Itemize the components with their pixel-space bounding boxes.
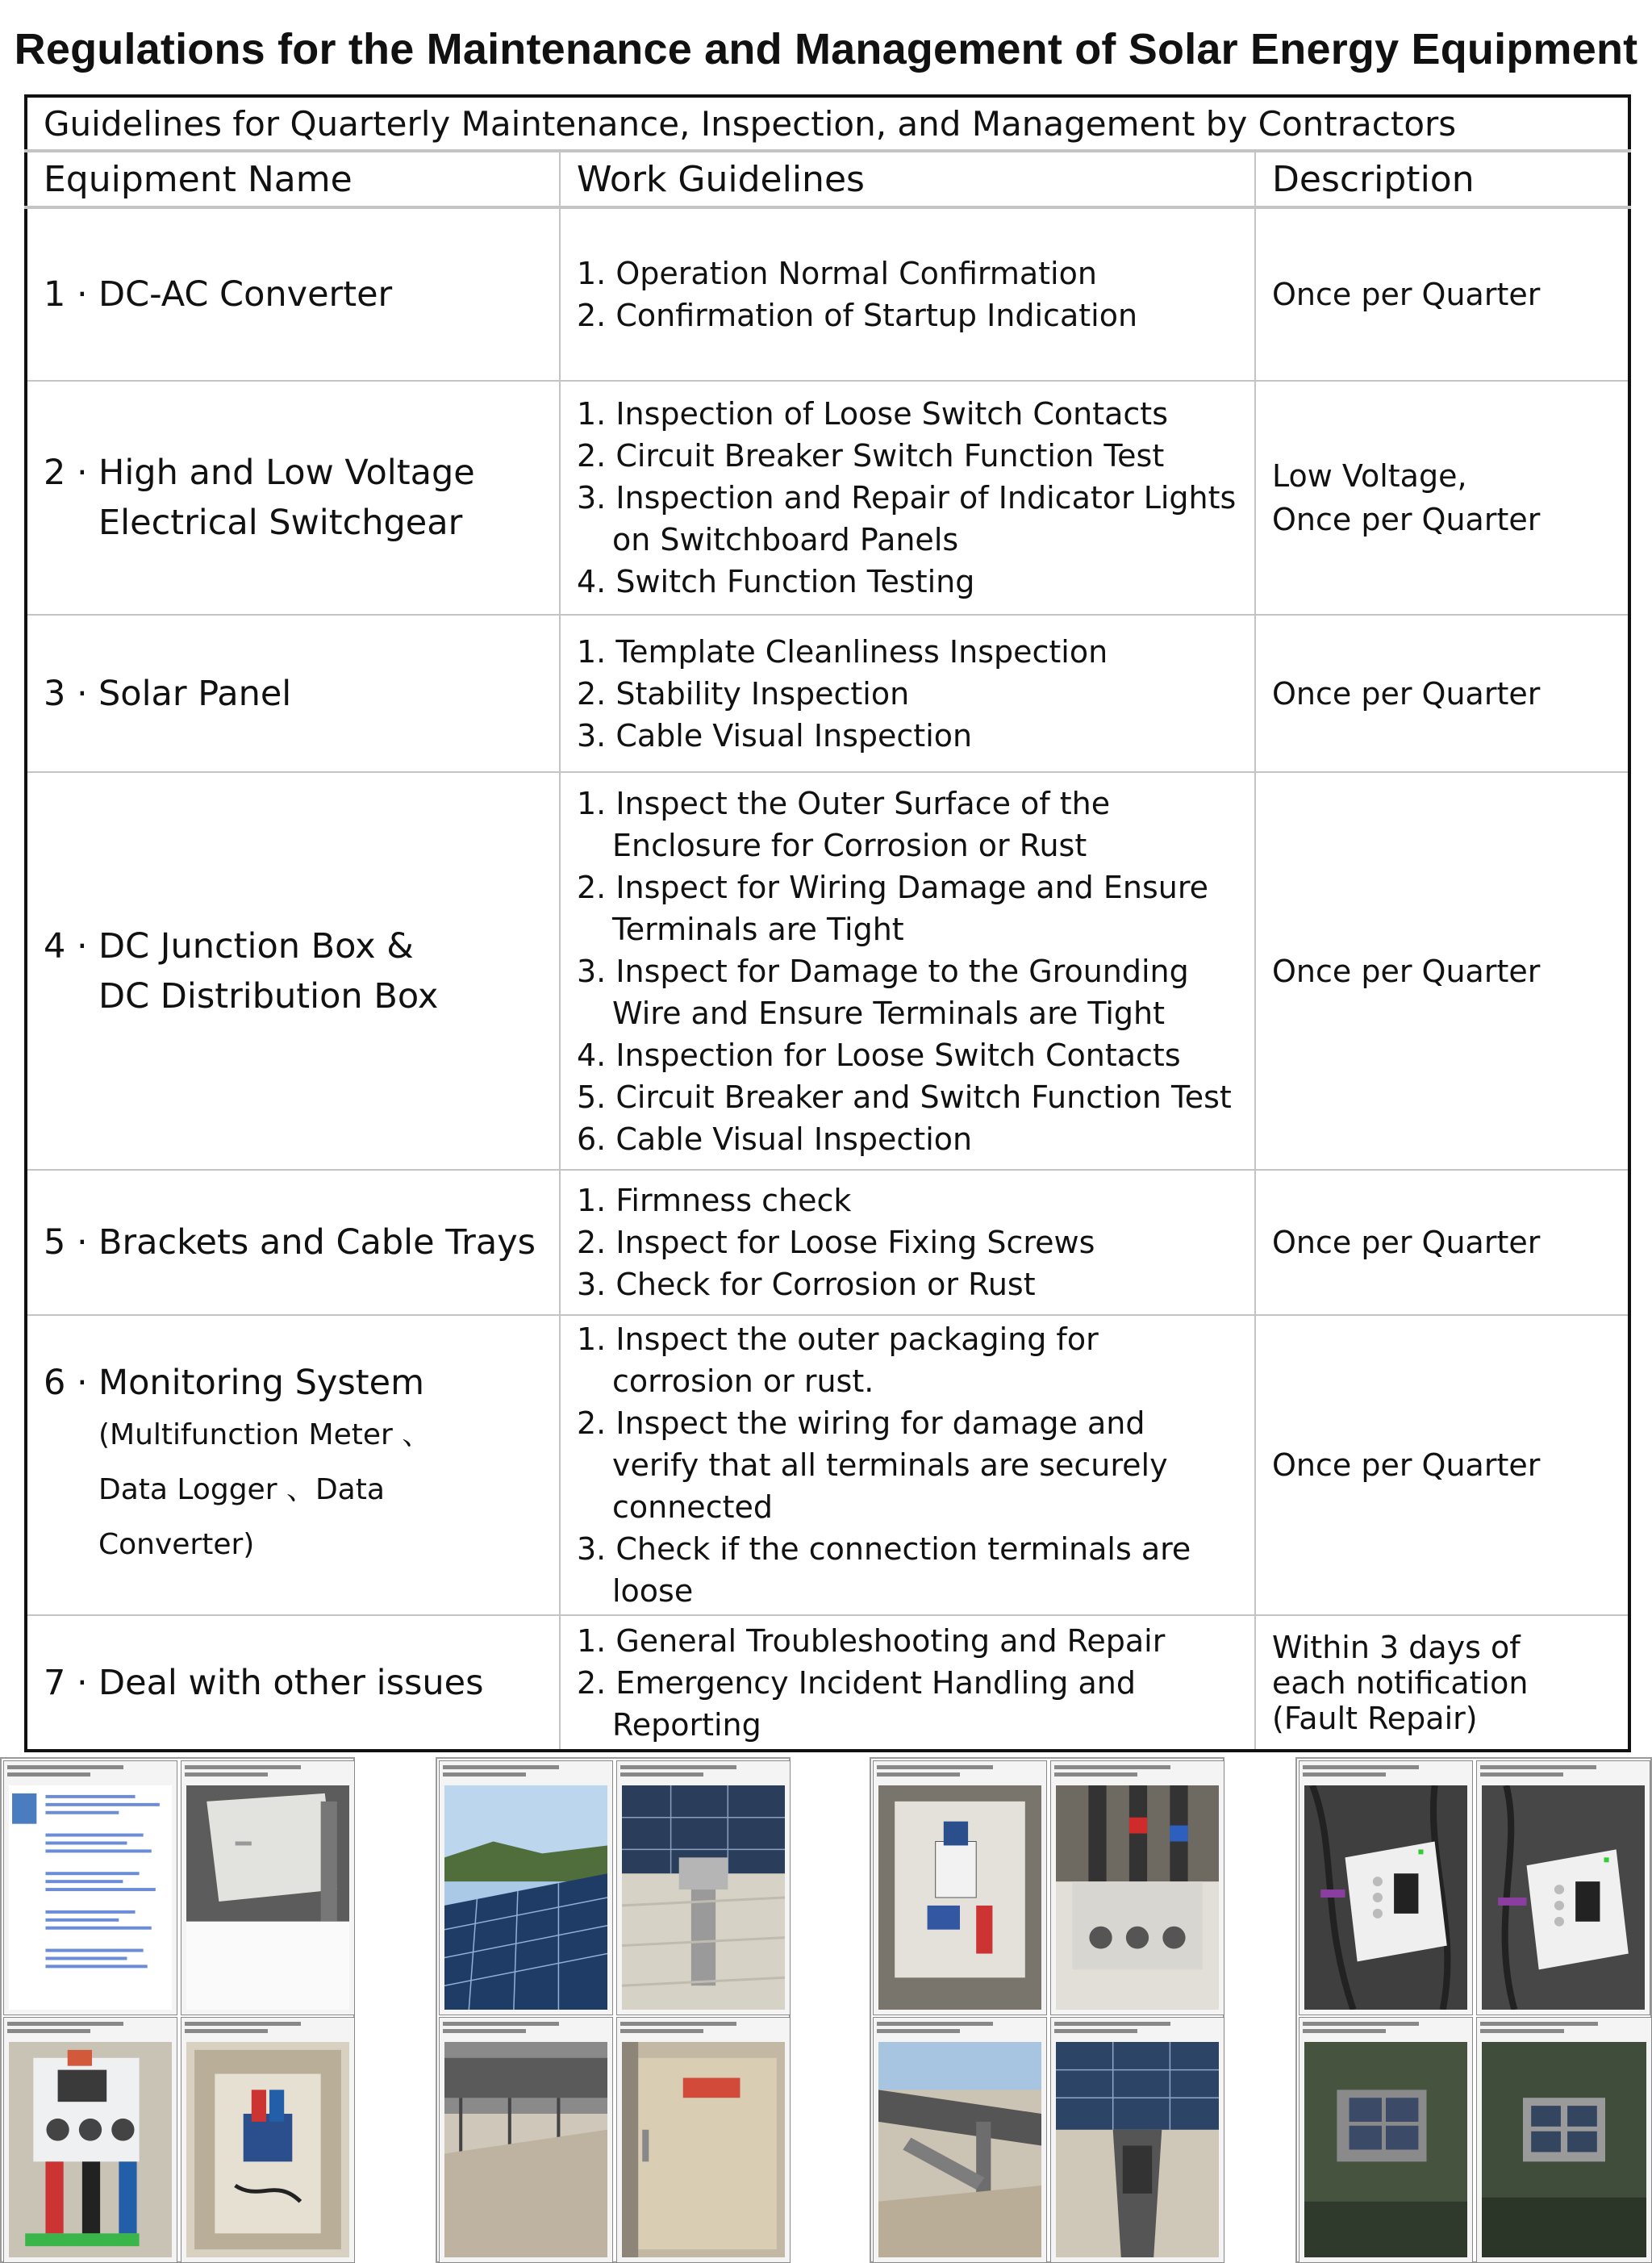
description: Low Voltage, Once per Quarter bbox=[1255, 381, 1629, 615]
description: Within 3 days of each notification (Fault Repair) bbox=[1255, 1615, 1629, 1751]
description: Once per Quarter bbox=[1255, 1170, 1629, 1315]
description: Once per Quarter bbox=[1255, 772, 1629, 1170]
equipment-name: 1 · DC-AC Converter bbox=[26, 207, 560, 381]
inverter-photo-sheet bbox=[0, 1757, 355, 2263]
work-guidelines: 1. General Troubleshooting and Repair 2. Emergency Incident Handling and Reporting bbox=[560, 1615, 1255, 1751]
work-guidelines: 1. Inspection of Loose Switch Contacts 2. Circuit Breaker Switch Function Test 3. Inspection and Repair of Indicator Lights on Switchboard Panels 4. Switch Function Testing bbox=[560, 381, 1255, 615]
photo-caption-mark bbox=[1480, 2019, 1648, 2039]
equipment-name: 5 · Brackets and Cable Trays bbox=[26, 1170, 560, 1315]
table-row bbox=[26, 1315, 1629, 1615]
equipment-name: 3 · Solar Panel bbox=[26, 615, 560, 772]
junction-box-cabinet bbox=[616, 2017, 791, 2263]
table-row bbox=[26, 1615, 1629, 1751]
photo-caption-mark bbox=[1303, 2019, 1469, 2039]
solar-array-roof bbox=[439, 1760, 613, 2015]
equipment-name: 4 · DC Junction Box & DC Distribution Box bbox=[26, 772, 560, 1170]
table-row bbox=[26, 207, 1629, 381]
table-subheading: Guidelines for Quarterly Maintenance, Inspection, and Management by Contractors bbox=[26, 96, 1629, 151]
photo-caption-mark bbox=[1054, 1763, 1220, 1782]
photo-caption-mark bbox=[443, 2019, 609, 2039]
photo-caption-mark bbox=[443, 1763, 609, 1782]
photo-caption-mark bbox=[1054, 2019, 1220, 2039]
header-equipment-name: Equipment Name bbox=[26, 151, 560, 207]
data-logger-device-2 bbox=[1476, 1760, 1650, 2015]
page-title: Regulations for the Maintenance and Management of Solar Energy Equipment bbox=[14, 25, 1638, 73]
photo-caption-mark bbox=[1480, 1763, 1646, 1782]
photo-caption-mark bbox=[877, 1763, 1043, 1782]
junction-box-photo-sheet bbox=[870, 1757, 1224, 2263]
switchgear-cabinet bbox=[181, 2017, 355, 2263]
monitoring-photo-sheet bbox=[1295, 1757, 1652, 2263]
panel-mount-rail bbox=[616, 1760, 791, 2015]
photo-caption-mark bbox=[620, 2019, 786, 2039]
description: Once per Quarter bbox=[1255, 615, 1629, 772]
bracket-frame bbox=[873, 2017, 1047, 2263]
work-guidelines: 1. Operation Normal Confirmation 2. Confirmation of Startup Indication bbox=[560, 207, 1255, 381]
photo-caption-mark bbox=[1303, 1763, 1469, 1782]
header-work-guidelines: Work Guidelines bbox=[560, 151, 1255, 207]
maintenance-table bbox=[24, 94, 1631, 1752]
cable-tray bbox=[1050, 2017, 1224, 2263]
solar-panel-photo-sheet bbox=[436, 1757, 791, 2263]
photo-caption-mark bbox=[185, 1763, 351, 1782]
equipment-name: 2 · High and Low Voltage Electrical Switchgear bbox=[26, 381, 560, 615]
equipment-name: 6 · Monitoring System (Multifunction Meter 、 Data Logger 、Data Converter) bbox=[26, 1315, 560, 1615]
table-row bbox=[26, 615, 1629, 772]
work-guidelines: 1. Inspect the Outer Surface of the Enclosure for Corrosion or Rust 2. Inspect for Wiring Damage and Ensure Terminals are Tight 3. Inspect for Damage to the Grounding Wire and Ensure Terminals are Tight 4. Inspection for Loose Switch Contacts 5. Circuit Breaker and Switch Function Test 6. Cable Visual Inspection bbox=[560, 772, 1255, 1170]
data-logger-device bbox=[1299, 1760, 1473, 2015]
photo-caption-mark bbox=[877, 2019, 1043, 2039]
photo-caption-mark bbox=[620, 1763, 786, 1782]
roof-aerial-view bbox=[1299, 2017, 1473, 2263]
table-row bbox=[26, 1170, 1629, 1315]
work-guidelines: 1. Firmness check 2. Inspect for Loose Fixing Screws 3. Check for Corrosion or Rust bbox=[560, 1170, 1255, 1315]
dc-breaker-box bbox=[873, 1760, 1047, 2015]
table-row bbox=[26, 381, 1629, 615]
inverter-monitor-screen bbox=[3, 1760, 177, 2015]
cable-terminals bbox=[1050, 1760, 1224, 2015]
header-description: Description bbox=[1255, 151, 1629, 207]
photo-caption-mark bbox=[7, 1763, 173, 1782]
table-row bbox=[26, 772, 1629, 1170]
photo-caption-mark bbox=[7, 2019, 173, 2039]
equipment-name: 7 · Deal with other issues bbox=[26, 1615, 560, 1751]
work-guidelines: 1. Template Cleanliness Inspection 2. Stability Inspection 3. Cable Visual Inspection bbox=[560, 615, 1255, 772]
inspection-photos bbox=[0, 1757, 1652, 2263]
description: Once per Quarter bbox=[1255, 1315, 1629, 1615]
switchgear-breakers bbox=[3, 2017, 177, 2263]
description: Once per Quarter bbox=[1255, 207, 1629, 381]
work-guidelines: 1. Inspect the outer packaging for corrosion or rust. 2. Inspect the wiring for damage and verify that all terminals are securely connected 3. Check if the connection terminals are loose bbox=[560, 1315, 1255, 1615]
photo-caption-mark bbox=[185, 2019, 351, 2039]
roof-aerial-view-2 bbox=[1476, 2017, 1652, 2263]
inverter-unit bbox=[181, 1760, 355, 2015]
panel-underside bbox=[439, 2017, 613, 2263]
